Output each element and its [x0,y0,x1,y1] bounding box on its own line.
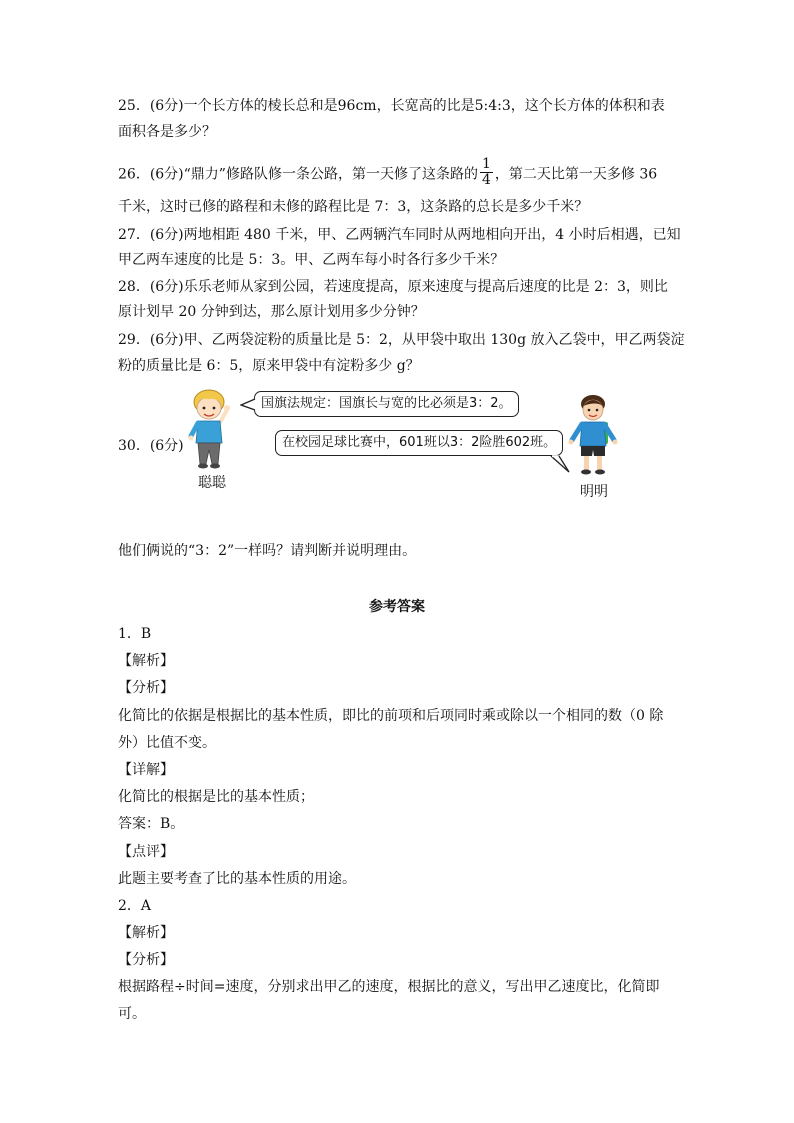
answer-1-analysis-line1: 化简比的依据是根据比的基本性质，即比的前项和后项同时乘或除以一个相同的数（0 除 [118,708,664,724]
answer-1-detail-line2: 答案：B。 [118,816,185,832]
answer-2-analysis-line1: 根据路程÷时间=速度，分别求出甲乙的速度，根据比的意义，写出甲乙速度比，化简即 [118,979,660,995]
q29-line1: 29．(6分)甲、乙两袋淀粉的质量比是 5：2，从甲袋中取出 130g 放入乙袋中，甲乙两袋淀 [118,332,685,348]
answer-1-analysis-line2: 外）比值不变。 [118,735,216,751]
answer-1-number: 1．B [118,626,152,642]
q27-line2: 甲乙两车速度的比是 5：3。甲、乙两车每小时各行多少千米？ [118,252,505,268]
fraction-one-quarter [480,157,493,188]
q27-line1: 27．(6分)两地相距 480 千米，甲、乙两辆汽车同时从两地相向开出，4 小时后相遇，已知 [118,227,681,243]
q25-line2: 面积各是多少？ [118,124,216,140]
name-congcong: 聪聪 [198,475,226,491]
answer-1-tag-xiangjie: 【详解】 [118,762,174,778]
fraction-denominator: 4 [481,172,491,188]
q30-label: 30．(6分) [118,438,184,454]
boy-mingming-illustration [566,392,620,478]
answer-1-tag-jiexi: 【解析】 [118,653,174,669]
speech-bubble-football-match: 在校园足球比赛中，601班以3：2险胜602班。 [275,430,563,456]
bubble-tail-left [240,398,256,412]
answer-2-number: 2．A [118,898,152,914]
fraction-numerator: 1 [481,156,491,172]
name-mingming: 明明 [580,484,608,500]
q29-line2: 粉的质量比是 6：5，原来甲袋中有淀粉多少 g？ [118,358,420,374]
boy-congcong-illustration [183,388,235,472]
answer-1-comment: 此题主要考查了比的基本性质的用途。 [118,871,356,887]
answer-1-tag-dianping: 【点评】 [118,844,174,860]
q26-line1-pre: 26．(6分)“鼎力”修路队修一条公路，第一天修了这条路的 [118,166,478,183]
answer-1-tag-fenxi: 【分析】 [118,680,174,696]
q26-line2: 千米，这时已修的路程和未修的路程比是 7：3，这条路的总长是多少千米？ [118,199,589,215]
answers-heading: 参考答案 [369,599,425,615]
q28-line2: 原计划早 20 分钟到达，那么原计划用多少分钟？ [118,304,425,320]
answer-2-tag-fenxi: 【分析】 [118,952,174,968]
q25-line1: 25．(6分)一个长方体的棱长总和是96cm，长宽高的比是5:4:3，这个长方体的体积和表 [118,98,665,114]
answer-2-tag-jiexi: 【解析】 [118,925,174,941]
q26-line1 [118,156,658,190]
q30-question: 他们俩说的“3：2”一样吗？请判断并说明理由。 [118,543,417,559]
answer-2-analysis-line2: 可。 [118,1006,146,1022]
q26-line1-post: ，第二天比第一天多修 36 [494,166,658,183]
q28-line1: 28．(6分)乐乐老师从家到公园，若速度提高，原来速度与提高后速度的比是 2：3，则比 [118,279,668,295]
speech-bubble-flag-law: 国旗法规定：国旗长与宽的比必须是3：2。 [254,391,519,417]
answer-1-detail-line1: 化简比的根据是比的基本性质； [118,789,314,805]
